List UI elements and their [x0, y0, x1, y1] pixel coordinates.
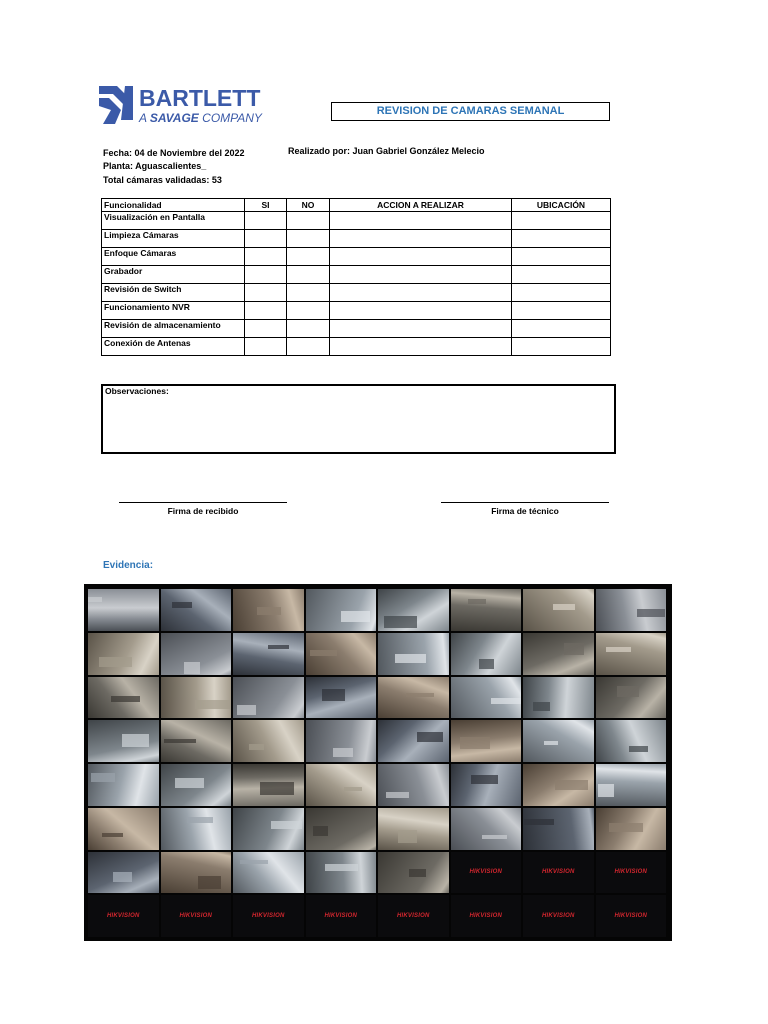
plant-field: Planta: Aguascalientes_: [103, 161, 207, 171]
row-label: Conexión de Antenas: [102, 338, 245, 356]
hikvision-placeholder: [88, 895, 159, 937]
camera-feed-detail: [187, 817, 213, 823]
header-accion: ACCION A REALIZAR: [330, 199, 512, 212]
cell-no[interactable]: [287, 284, 330, 302]
camera-feed-icon: [596, 720, 667, 762]
camera-feed-icon: [88, 852, 159, 894]
camera-feed-icon: [306, 633, 377, 675]
hikvision-logo-text: HIKVISION: [179, 913, 212, 920]
camera-feed-icon: [523, 677, 594, 719]
hikvision-logo-text: HIKVISION: [252, 913, 285, 920]
camera-feed-icon: [378, 633, 449, 675]
camera-feed-icon: [161, 720, 232, 762]
camera-feed-icon: [306, 808, 377, 850]
camera-feed-icon: [523, 808, 594, 850]
camera-feed-detail: [609, 823, 644, 831]
row-label: Revisión de almacenamiento: [102, 320, 245, 338]
camera-feed-detail: [184, 662, 200, 675]
camera-feed-icon: [306, 852, 377, 894]
table-row: [102, 284, 611, 302]
cell-si[interactable]: [245, 230, 287, 248]
camera-feed-detail: [198, 876, 221, 889]
cell-si[interactable]: [245, 248, 287, 266]
evidence-heading: Evidencia:: [103, 560, 154, 571]
camera-feed-icon: [233, 720, 304, 762]
hikvision-placeholder: [233, 895, 304, 937]
table-row: [102, 266, 611, 284]
camera-feed-detail: [491, 698, 521, 704]
hikvision-logo-text: HIKVISION: [469, 913, 502, 920]
hikvision-placeholder: [596, 895, 667, 937]
table-row: [102, 248, 611, 266]
performed-by-field: Realizado por: Juan Gabriel González Melecio: [288, 146, 485, 156]
checklist-header-row: [102, 199, 611, 212]
cell-ubicacion[interactable]: [512, 338, 611, 356]
hikvision-placeholder: [306, 895, 377, 937]
camera-feed-icon: [378, 808, 449, 850]
camera-feed-detail: [468, 599, 486, 603]
signature-received-label: Firma de recibido: [167, 506, 239, 516]
camera-feed-detail: [175, 778, 204, 788]
hikvision-logo-text: HIKVISION: [614, 869, 647, 876]
cell-ubicacion[interactable]: [512, 230, 611, 248]
cell-ubicacion[interactable]: [512, 212, 611, 230]
camera-grid: [88, 589, 666, 937]
cell-accion[interactable]: [330, 284, 512, 302]
cell-accion[interactable]: [330, 302, 512, 320]
signature-technician-label: Firma de técnico: [491, 506, 559, 516]
camera-feed-detail: [313, 826, 328, 836]
hikvision-logo-text: HIKVISION: [324, 913, 357, 920]
camera-feed-icon: [161, 677, 232, 719]
company-name: BARTLETT: [139, 85, 261, 111]
camera-feed-detail: [384, 616, 418, 629]
cell-ubicacion[interactable]: [512, 302, 611, 320]
signature-line: [119, 502, 287, 503]
checklist-table: [101, 198, 611, 356]
camera-feed-icon: [88, 677, 159, 719]
observations-label: Observaciones:: [105, 386, 169, 396]
cell-accion[interactable]: [330, 230, 512, 248]
tagline-suffix: COMPANY: [202, 111, 262, 125]
cell-si[interactable]: [245, 338, 287, 356]
camera-feed-icon: [378, 764, 449, 806]
camera-feed-icon: [523, 589, 594, 631]
camera-feed-detail: [395, 654, 426, 662]
camera-feed-icon: [451, 808, 522, 850]
camera-feed-detail: [257, 607, 281, 615]
camera-feed-detail: [524, 819, 554, 825]
camera-feed-icon: [596, 808, 667, 850]
camera-feed-icon: [88, 589, 159, 631]
camera-feed-detail: [479, 659, 494, 669]
camera-feed-detail: [409, 869, 426, 877]
camera-feed-icon: [233, 808, 304, 850]
camera-feed-detail: [113, 872, 131, 882]
signature-technician: [441, 502, 609, 516]
camera-feed-detail: [325, 864, 358, 870]
hikvision-placeholder: [523, 852, 594, 894]
cell-no[interactable]: [287, 338, 330, 356]
signature-line: [441, 502, 609, 503]
camera-feed-icon: [378, 852, 449, 894]
row-label: Grabador: [102, 266, 245, 284]
camera-feed-detail: [637, 609, 664, 617]
camera-feed-detail: [240, 860, 268, 864]
cell-no[interactable]: [287, 320, 330, 338]
camera-feed-icon: [88, 808, 159, 850]
hikvision-placeholder: [378, 895, 449, 937]
camera-feed-icon: [451, 589, 522, 631]
camera-feed-detail: [460, 737, 490, 750]
date-field: Fecha: 04 de Noviembre del 2022: [103, 148, 245, 158]
camera-feed-icon: [233, 677, 304, 719]
camera-feed-icon: [161, 764, 232, 806]
hikvision-placeholder: [523, 895, 594, 937]
camera-feed-detail: [237, 705, 255, 715]
cell-ubicacion[interactable]: [512, 248, 611, 266]
camera-feed-detail: [333, 748, 353, 756]
camera-feed-icon: [451, 677, 522, 719]
camera-feed-detail: [398, 830, 418, 843]
hikvision-logo-text: HIKVISION: [107, 913, 140, 920]
cell-si[interactable]: [245, 284, 287, 302]
camera-feed-icon: [378, 589, 449, 631]
cell-ubicacion[interactable]: [512, 320, 611, 338]
table-row: [102, 320, 611, 338]
camera-feed-detail: [164, 739, 196, 743]
page-title: REVISION DE CAMARAS SEMANAL: [331, 102, 610, 121]
cell-no[interactable]: [287, 302, 330, 320]
hikvision-placeholder: [161, 895, 232, 937]
camera-feed-detail: [172, 602, 191, 608]
hikvision-placeholder: [596, 852, 667, 894]
cell-no[interactable]: [287, 212, 330, 230]
cell-no[interactable]: [287, 248, 330, 266]
camera-feed-icon: [523, 633, 594, 675]
header-no: NO: [287, 199, 330, 212]
camera-feed-detail: [260, 782, 294, 795]
cell-accion[interactable]: [330, 338, 512, 356]
row-label: Revisión de Switch: [102, 284, 245, 302]
camera-feed-icon: [306, 720, 377, 762]
hikvision-logo-text: HIKVISION: [542, 869, 575, 876]
camera-feed-icon: [306, 677, 377, 719]
signature-received: [119, 502, 287, 516]
cell-ubicacion[interactable]: [512, 284, 611, 302]
header-funcionalidad: Funcionalidad: [102, 199, 245, 212]
row-label: Limpieza Cámaras: [102, 230, 245, 248]
camera-feed-detail: [111, 696, 141, 702]
hikvision-logo-text: HIKVISION: [614, 913, 647, 920]
header-ubicacion: UBICACIÓN: [512, 199, 611, 212]
camera-feed-icon: [596, 677, 667, 719]
camera-feed-icon: [88, 633, 159, 675]
camera-feed-icon: [233, 764, 304, 806]
camera-feed-detail: [406, 693, 434, 697]
camera-feed-icon: [451, 764, 522, 806]
camera-feed-detail: [341, 611, 370, 621]
camera-feed-detail: [555, 780, 587, 790]
cell-si[interactable]: [245, 266, 287, 284]
camera-feed-detail: [629, 746, 648, 752]
camera-feed-icon: [596, 633, 667, 675]
camera-feed-icon: [523, 764, 594, 806]
camera-feed-detail: [249, 744, 265, 750]
observations-box[interactable]: [101, 384, 616, 454]
camera-feed-icon: [233, 633, 304, 675]
hikvision-placeholder: [451, 852, 522, 894]
svg-text:A SAVAGE COMPANY: [138, 111, 263, 125]
hikvision-logo-text: HIKVISION: [542, 913, 575, 920]
camera-feed-detail: [344, 787, 362, 791]
camera-feed-detail: [268, 645, 289, 649]
camera-feed-detail: [271, 821, 302, 829]
camera-feed-icon: [88, 720, 159, 762]
camera-feed-detail: [99, 657, 131, 667]
row-label: Visualización en Pantalla: [102, 212, 245, 230]
tagline-brand: SAVAGE: [149, 111, 199, 125]
camera-feed-detail: [91, 773, 115, 781]
camera-feed-detail: [386, 792, 409, 798]
camera-feed-icon: [161, 808, 232, 850]
total-cameras-field: Total cámaras validadas: 53: [103, 175, 222, 185]
hikvision-placeholder: [451, 895, 522, 937]
table-row: [102, 230, 611, 248]
cell-accion[interactable]: [330, 212, 512, 230]
cell-ubicacion[interactable]: [512, 266, 611, 284]
camera-feed-detail: [102, 833, 123, 837]
camera-feed-icon: [306, 764, 377, 806]
camera-feed-detail: [310, 650, 336, 656]
hikvision-logo-text: HIKVISION: [397, 913, 430, 920]
camera-feed-detail: [564, 643, 584, 656]
camera-feed-detail: [533, 702, 550, 710]
camera-feed-icon: [233, 589, 304, 631]
table-row: [102, 212, 611, 230]
camera-feed-detail: [482, 835, 507, 839]
cell-accion[interactable]: [330, 248, 512, 266]
table-row: [102, 302, 611, 320]
camera-feed-icon: [596, 764, 667, 806]
cell-no[interactable]: [287, 266, 330, 284]
camera-feed-icon: [306, 589, 377, 631]
camera-feed-detail: [544, 741, 558, 745]
camera-feed-detail: [606, 647, 631, 651]
camera-feed-icon: [451, 720, 522, 762]
camera-feed-detail: [598, 784, 614, 797]
header-si: SI: [245, 199, 287, 212]
camera-feed-icon: [161, 589, 232, 631]
camera-feed-icon: [451, 633, 522, 675]
camera-feed-icon: [596, 589, 667, 631]
camera-feed-detail: [88, 597, 102, 601]
hikvision-logo-text: HIKVISION: [469, 869, 502, 876]
camera-wall-photo: [84, 584, 672, 941]
cell-si[interactable]: [245, 320, 287, 338]
camera-feed-detail: [617, 686, 639, 696]
camera-feed-detail: [417, 732, 442, 742]
camera-feed-detail: [471, 775, 498, 783]
cell-accion[interactable]: [330, 266, 512, 284]
camera-feed-icon: [378, 720, 449, 762]
row-label: Funcionamiento NVR: [102, 302, 245, 320]
cell-no[interactable]: [287, 230, 330, 248]
camera-feed-icon: [233, 852, 304, 894]
cell-si[interactable]: [245, 302, 287, 320]
camera-feed-detail: [322, 689, 345, 702]
camera-feed-icon: [161, 633, 232, 675]
cell-si[interactable]: [245, 212, 287, 230]
camera-feed-detail: [553, 604, 576, 610]
company-logo: [99, 84, 271, 126]
camera-feed-icon: [523, 720, 594, 762]
camera-feed-icon: [378, 677, 449, 719]
camera-feed-detail: [122, 734, 149, 747]
tagline-prefix: A: [139, 111, 147, 125]
camera-feed-detail: [195, 700, 230, 708]
row-label: Enfoque Cámaras: [102, 248, 245, 266]
table-row: [102, 338, 611, 356]
camera-feed-icon: [88, 764, 159, 806]
camera-feed-icon: [161, 852, 232, 894]
cell-accion[interactable]: [330, 320, 512, 338]
